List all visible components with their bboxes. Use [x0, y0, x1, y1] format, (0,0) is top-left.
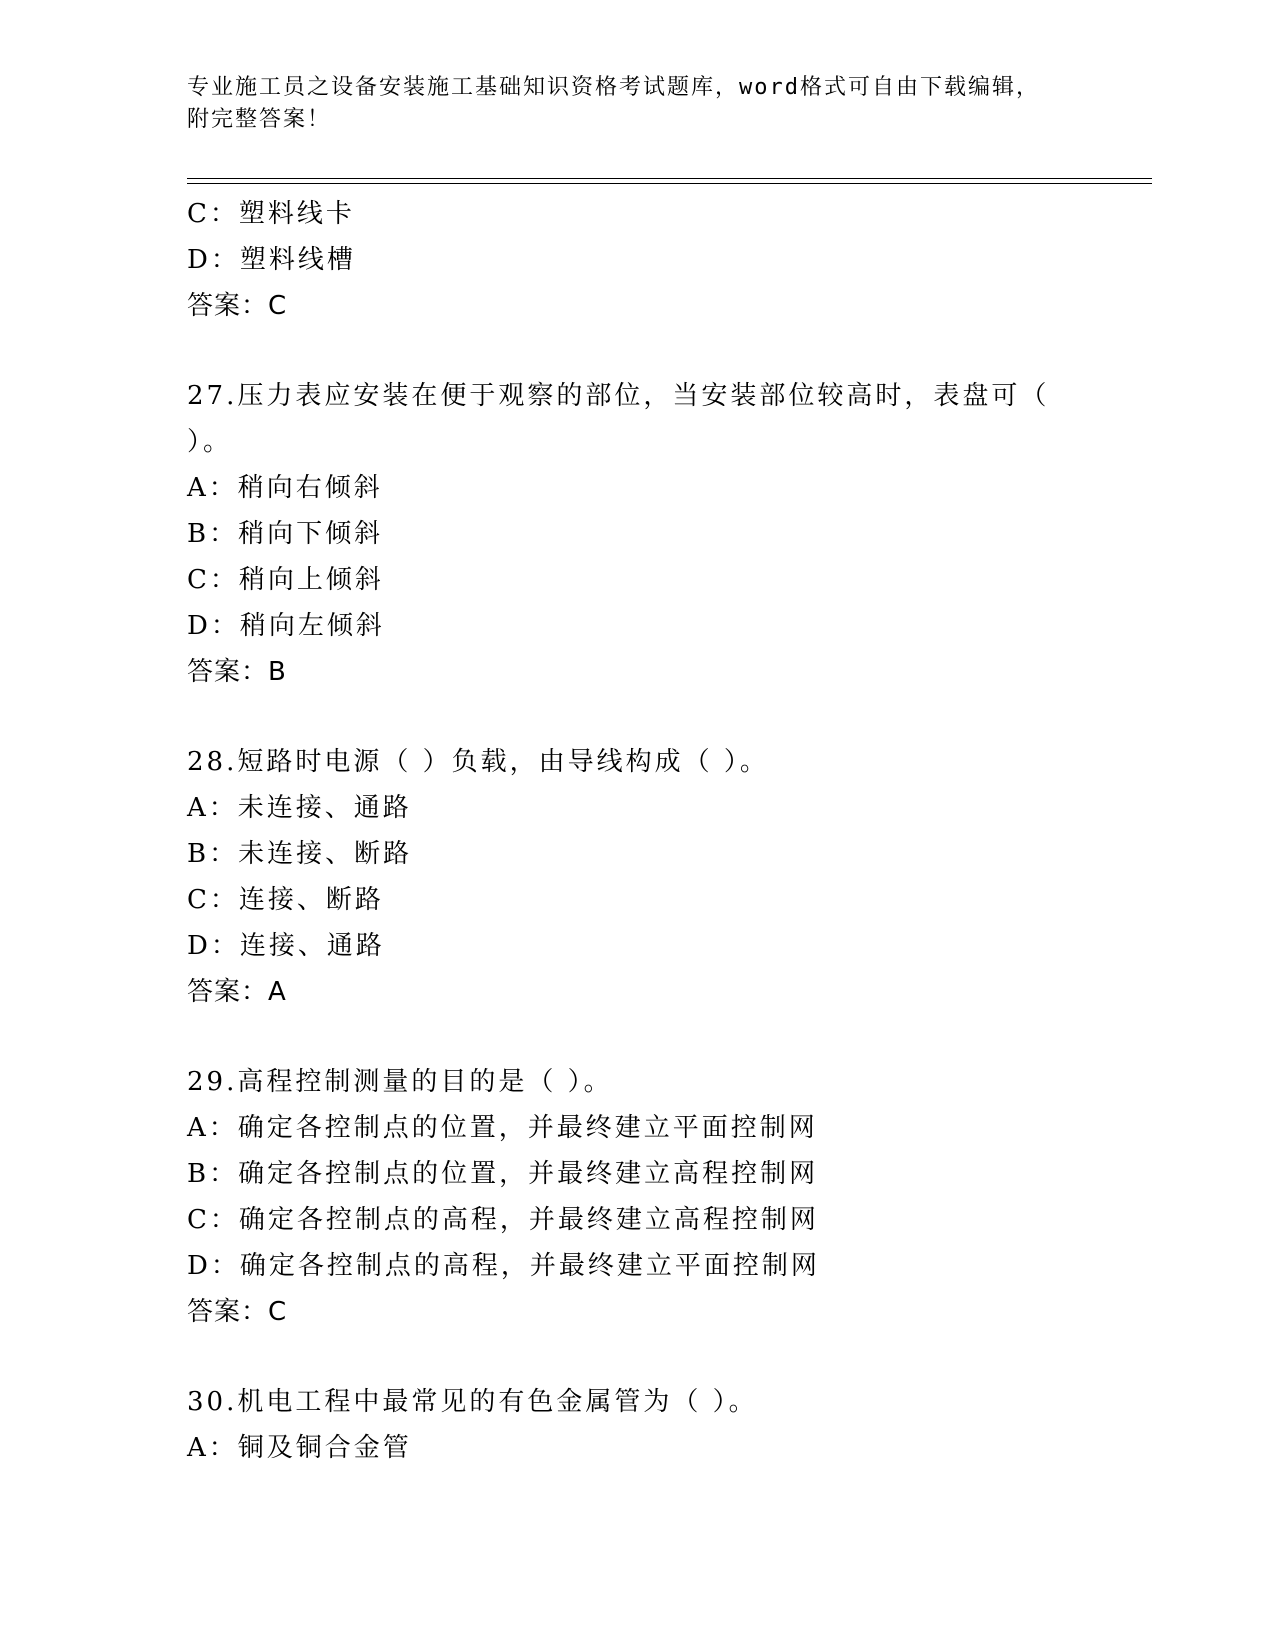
question-stem: 27.压力表应安装在便于观察的部位，当安装部位较高时，表盘可（ [187, 381, 1050, 411]
option-d: D：确定各控制点的高程，并最终建立平面控制网 [187, 1251, 820, 1281]
option-d: D：连接、通路 [187, 931, 385, 961]
document-header [187, 72, 1087, 136]
question-28 [187, 739, 1067, 1015]
question-stem: 29.高程控制测量的目的是（ ）。 [187, 1067, 613, 1097]
option-b: B：未连接、断路 [187, 839, 413, 869]
answer-line: 答案：C [187, 291, 288, 321]
question-30 [187, 1379, 1067, 1471]
question-stem-continued: ）。 [187, 427, 233, 457]
option-c: C：稍向上倾斜 [187, 565, 384, 595]
question-list [187, 191, 1067, 1471]
question-29 [187, 1059, 1067, 1335]
option-d: D：塑料线槽 [187, 245, 356, 275]
question-stem: 28.短路时电源（ ）负载，由导线构成（ ）。 [187, 747, 769, 777]
answer-line: 答案：B [187, 657, 287, 687]
option-a: A：铜及铜合金管 [187, 1433, 412, 1463]
option-a: A：未连接、通路 [187, 793, 412, 823]
answer-line: 答案：C [187, 1297, 288, 1327]
option-b: B：稍向下倾斜 [187, 519, 384, 549]
question-27 [187, 373, 1067, 695]
question-26-continuation [187, 191, 1067, 329]
header-divider-bottom [187, 183, 1152, 184]
option-b: B：确定各控制点的位置，并最终建立高程控制网 [187, 1159, 819, 1189]
header-text-line-2: 附完整答案！ [187, 107, 332, 132]
option-a: A：确定各控制点的位置，并最终建立平面控制网 [187, 1113, 818, 1143]
option-c: C：连接、断路 [187, 885, 384, 915]
option-c: C：塑料线卡 [187, 199, 355, 229]
answer-line: 答案：A [187, 977, 287, 1007]
option-c: C：确定各控制点的高程，并最终建立高程控制网 [187, 1205, 819, 1235]
header-divider-top [187, 178, 1152, 179]
option-a: A：稍向右倾斜 [187, 473, 383, 503]
option-d: D：稍向左倾斜 [187, 611, 385, 641]
question-stem: 30.机电工程中最常见的有色金属管为（ ）。 [187, 1387, 758, 1417]
header-text-line-1: 专业施工员之设备安装施工基础知识资格考试题库，word格式可自由下载编辑， [187, 75, 1040, 100]
